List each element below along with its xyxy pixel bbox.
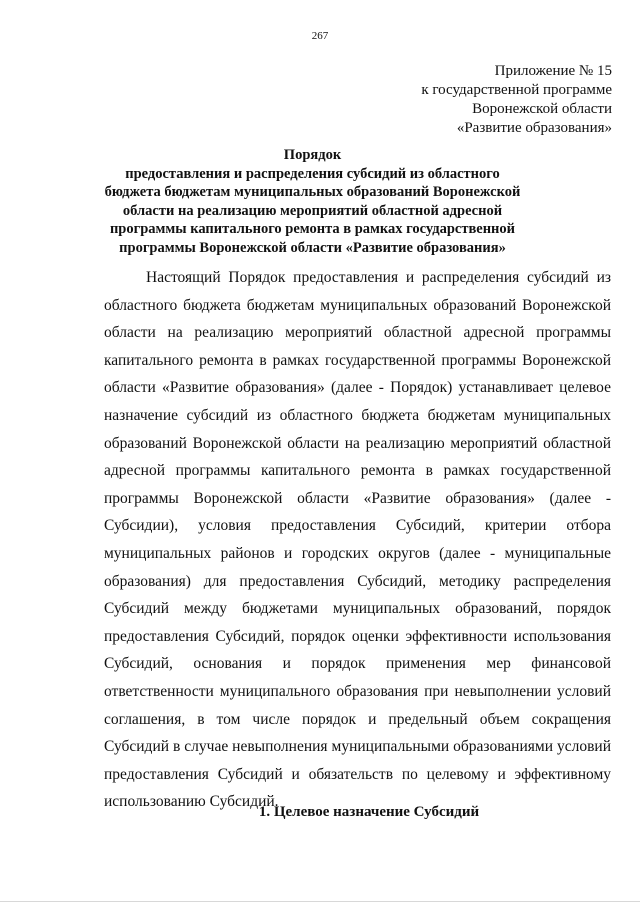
title-line: бюджета бюджетам муниципальных образований Воронежской [104,184,521,200]
section-heading: 1. Целевое назначение Субсидий [258,804,480,820]
title-line: программы капитального ремонта в рамках государственной [109,221,516,237]
title-line: области на реализацию мероприятий областной адресной [122,202,503,219]
page-number: 267 [311,30,329,42]
title-line: предоставления и распределения субсидий из областного [125,165,500,182]
document-title [100,146,525,257]
appendix-block [421,62,612,138]
body-paragraph: Настоящий Порядок предоставления и распределения субсидий из областного бюджета бюджетам муниципальных образований Воронежской области на реализацию мероприятий областной адресной программы капитального ремонта в рамках государственной программы Воронежской области «Развитие образования» (далее - Порядок) устанавливает целевое назначение субсидий из областного бюджета бюджетам муниципальных образований Воронежской области на реализацию мероприятий областной адресной программы капитального ремонта в рамках государственной программы Воронежской области «Развитие образования» (далее - Субсидии), условия предоставления Субсидий, критерии отбора муниципальных районов и городских округов (далее - муниципальные образования) для предоставления Субсидий, методику распределения Субсидий между бюджетами муниципальных образований, порядок предоставления Субсидий, порядок оценки эффективности использования Субсидий, основания и порядок применения мер финансовой ответственности муниципального образования при невыполнении условий соглашения, в том числе порядок и предельный объем сокращения Субсидий в случае невыполнения муниципальными образованиями условий предоставления Субсидий и обязательств по целевому и эффективному использованию Субсидий. [104,269,611,811]
title-line: программы Воронежской области «Развитие образования» [119,239,506,256]
page-edge-divider [0,901,640,902]
appendix-line: «Развитие образования» [456,120,612,136]
appendix-line: Приложение № 15 [494,63,612,79]
appendix-line: к государственной программе [421,82,612,98]
title-heading: Порядок [283,147,342,163]
appendix-line: Воронежской области [472,101,612,117]
